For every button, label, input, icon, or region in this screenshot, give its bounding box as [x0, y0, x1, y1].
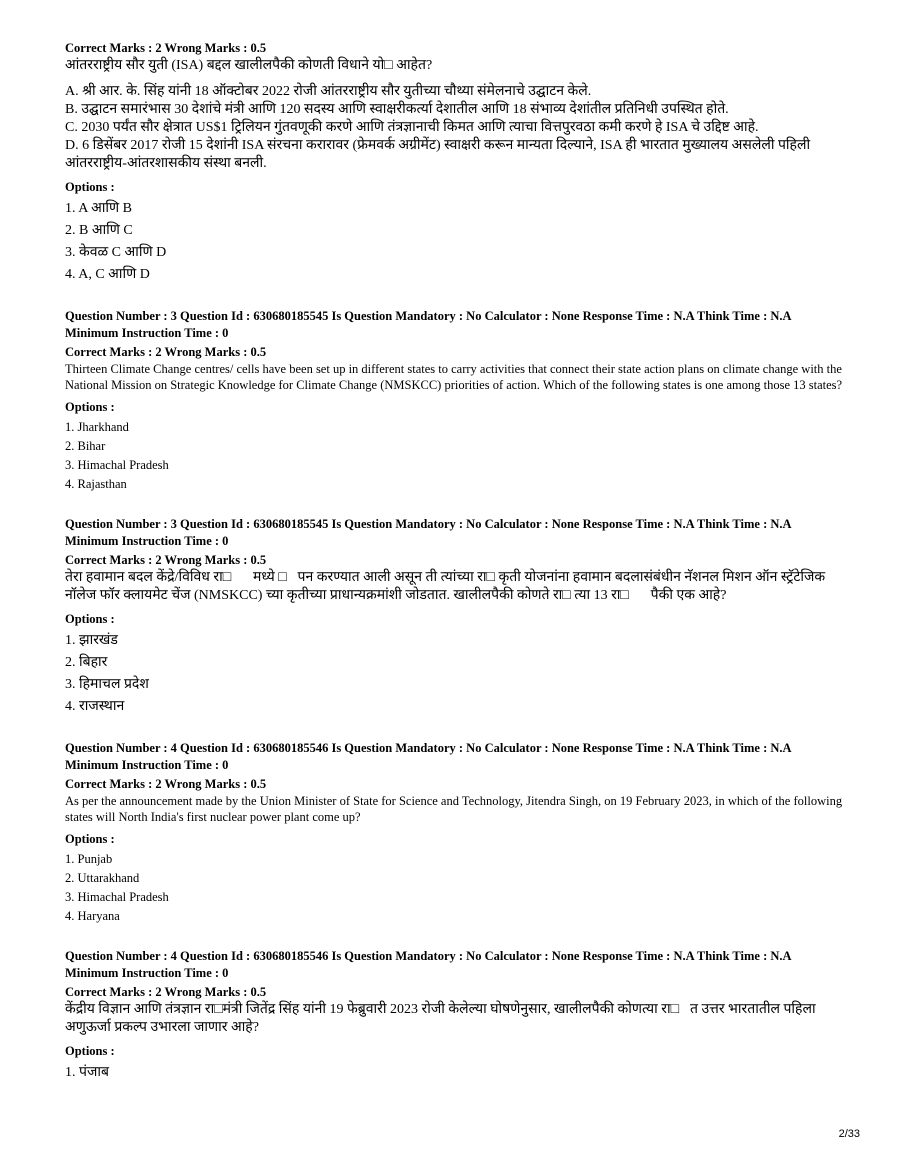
options-label: Options : — [65, 180, 115, 194]
page-content — [65, 40, 845, 1084]
options-label: Options : — [65, 1044, 115, 1058]
option-4: 4. Rajasthan — [65, 477, 127, 491]
page-number: 2/33 — [838, 1128, 860, 1140]
option-1: 1. Jharkhand — [65, 420, 129, 434]
option-2: 2. बिहार — [65, 655, 108, 670]
option-3: 3. केवळ C आणि D — [65, 245, 167, 260]
option-3: 3. हिमाचल प्रदेश — [65, 677, 149, 692]
marks-line: Correct Marks : 2 Wrong Marks : 0.5 — [65, 553, 267, 567]
statement-c: C. 2030 पर्यंत सौर क्षेत्रात US$1 ट्रिलियन गुंतवणूकी करणे आणि तंत्रज्ञानाची किमत आणि त्याचा वित्तपुरवठा कमी करणे हे ISA चे उद्दिष्ट आहे. — [65, 120, 759, 135]
question-stem: Thirteen Climate Change centres/ cells have been set up in different states to carry activities that connect their state action plans on climate change with the National Mission on Strategic Knowledge for Climate Change (NMSKCC) priorities of action. Which of the following states is one among those 13 states? — [65, 362, 843, 392]
question-4-english — [65, 740, 845, 926]
question-stem: तेरा हवामान बदल केंद्रे/विविध रा□ांमध्ये □ापन करण्यात आली असून ती त्यांच्या रा□ कृती योजनांना हवामान बदलासंबंधीन नॅशनल मिशन ऑन स्ट्रॅटेजिक नॉलेज फॉर क्लायमेट चेंज (NMSKCC) च्या कृतीच्या प्राधान्यक्रमांशी जोडतात. खालीलपैकी कोणते रा□ त्या 13 रा□ांपैकी एक आहे? — [65, 570, 826, 603]
statement-d: D. 6 डिसेंबर 2017 रोजी 15 देशांनी ISA संरचना करारावर (फ्रेमवर्क अग्रीमेंट) स्वाक्षरी करून मान्यता दिल्याने, ISA ही भारतात मुख्यालय असलेली पहिली आंतरराष्ट्रीय-आंतरशासकीय संस्था बनली. — [65, 138, 811, 171]
option-2: 2. Bihar — [65, 439, 106, 453]
question-2-marathi — [65, 40, 845, 286]
question-stem: आंतरराष्ट्रीय सौर युती (ISA) बद्दल खालीलपैकी कोणती विधाने यो□ आहेत? — [65, 58, 433, 73]
marks-line: Correct Marks : 2 Wrong Marks : 0.5 — [65, 41, 267, 55]
option-4: 4. राजस्थान — [65, 699, 125, 714]
question-header: Question Number : 3 Question Id : 630680185545 Is Question Mandatory : No Calculator : None Response Time : N.A Think Time : N.A Minimum Instruction Time : 0 — [65, 309, 791, 340]
option-2: 2. B आणि C — [65, 223, 133, 238]
question-4-marathi — [65, 948, 845, 1084]
marks-line: Correct Marks : 2 Wrong Marks : 0.5 — [65, 777, 267, 791]
option-1: 1. A आणि B — [65, 201, 132, 216]
option-1: 1. पंजाब — [65, 1065, 109, 1080]
option-4: 4. A, C आणि D — [65, 267, 150, 282]
options-label: Options : — [65, 400, 115, 414]
question-3-english — [65, 308, 845, 494]
option-2: 2. Uttarakhand — [65, 871, 140, 885]
option-3: 3. Himachal Pradesh — [65, 890, 169, 904]
question-header: Question Number : 4 Question Id : 630680185546 Is Question Mandatory : No Calculator : None Response Time : N.A Think Time : N.A Minimum Instruction Time : 0 — [65, 949, 791, 980]
options-label: Options : — [65, 832, 115, 846]
marks-line: Correct Marks : 2 Wrong Marks : 0.5 — [65, 985, 267, 999]
options-label: Options : — [65, 612, 115, 626]
option-1: 1. झारखंड — [65, 633, 118, 648]
option-1: 1. Punjab — [65, 852, 113, 866]
question-header: Question Number : 4 Question Id : 630680185546 Is Question Mandatory : No Calculator : None Response Time : N.A Think Time : N.A Minimum Instruction Time : 0 — [65, 741, 791, 772]
question-stem: As per the announcement made by the Union Minister of State for Science and Technology, Jitendra Singh, on 19 February 2023, in which of the following states will North India's first nuclear power plant come up? — [65, 794, 843, 824]
question-3-marathi — [65, 516, 845, 718]
option-4: 4. Haryana — [65, 909, 120, 923]
option-3: 3. Himachal Pradesh — [65, 458, 169, 472]
statement-b: B. उद्घाटन समारंभास 30 देशांचे मंत्री आणि 120 सदस्य आणि स्वाक्षरीकर्त्या देशातील आणि 18 संभाव्य देशांतील प्रतिनिधी उपस्थित होते. — [65, 102, 729, 117]
marks-line: Correct Marks : 2 Wrong Marks : 0.5 — [65, 345, 267, 359]
statement-a: A. श्री आर. के. सिंह यांनी 18 ऑक्टोबर 2022 रोजी आंतरराष्ट्रीय सौर युतीच्या चौथ्या संमेलनाचे उद्घाटन केले. — [65, 84, 592, 99]
question-stem: केंद्रीय विज्ञान आणि तंत्रज्ञान रा□मंत्री जितेंद्र सिंह यांनी 19 फेब्रुवारी 2023 रोजी केलेल्या घोषणेनुसार, खालीलपैकी कोणत्या रा□ात उत्तर भारतातील पहिला अणुऊर्जा प्रकल्प उभारला जाणार आहे? — [65, 1002, 816, 1035]
question-header: Question Number : 3 Question Id : 630680185545 Is Question Mandatory : No Calculator : None Response Time : N.A Think Time : N.A Minimum Instruction Time : 0 — [65, 517, 791, 548]
